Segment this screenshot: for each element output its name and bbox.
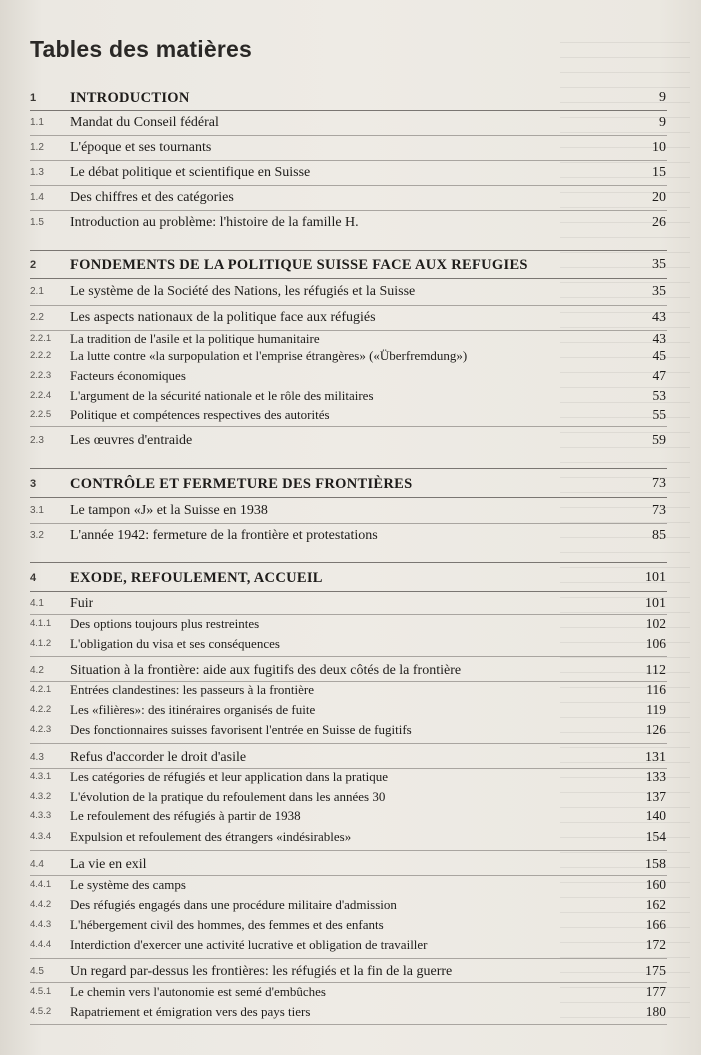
toc-page-number: 166 <box>645 917 666 932</box>
toc-page-number: 59 <box>652 433 666 448</box>
toc-title: CONTRÔLE ET FERMETURE DES FRONTIÈRES <box>70 476 413 492</box>
toc-number: 4.4 <box>30 859 44 870</box>
toc-title: Interdiction d'exercer une activité lucrative et obligation de travailler <box>70 937 428 952</box>
toc-page-number: 9 <box>659 115 666 130</box>
toc-number: 4.2.1 <box>30 684 52 695</box>
chapter-divider <box>30 497 667 498</box>
toc-page-number: 160 <box>645 877 666 892</box>
toc-title: Mandat du Conseil fédéral <box>70 115 219 130</box>
toc-page-number: 137 <box>645 789 666 804</box>
toc-page-number: 133 <box>645 769 666 784</box>
toc-page-number: 172 <box>645 937 666 952</box>
toc-page-number: 119 <box>646 702 666 717</box>
toc-title: Entrées clandestines: les passeurs à la frontière <box>70 682 315 697</box>
toc-number: 4.3.3 <box>30 810 52 821</box>
toc-number: 1 <box>30 92 37 104</box>
toc-page-number: 140 <box>645 808 666 823</box>
toc-title: Le système des camps <box>70 877 186 892</box>
toc-page-number: 53 <box>652 388 666 403</box>
toc-entry[interactable] <box>0 1002 701 1024</box>
toc-number: 4.1.1 <box>30 618 52 629</box>
toc-title: La tradition de l'asile et la politique humanitaire <box>70 331 320 346</box>
toc-number: 3.1 <box>30 505 44 516</box>
toc-title: Refus d'accorder le droit d'asile <box>70 750 247 765</box>
toc-number: 2 <box>30 259 37 271</box>
toc-title: FONDEMENTS DE LA POLITIQUE SUISSE FACE AUX REFUGIES <box>70 257 528 273</box>
toc-title: Un regard par-dessus les frontières: les réfugiés et la fin de la guerre <box>70 964 453 979</box>
toc-number: 4.4.3 <box>30 919 52 930</box>
entry-divider <box>30 743 667 744</box>
toc-title: Facteurs économiques <box>70 368 186 383</box>
toc-title: EXODE, REFOULEMENT, ACCUEIL <box>70 570 323 586</box>
toc-title: Les «filières»: des itinéraires organisés de fuite <box>70 702 316 717</box>
toc-page-number: 35 <box>652 284 666 299</box>
entry-divider <box>30 210 667 211</box>
toc-page-number: 43 <box>652 331 666 346</box>
toc-entry[interactable] <box>0 308 701 330</box>
toc-title: L'année 1942: fermeture de la frontière et protestations <box>70 528 378 543</box>
toc-page-number: 162 <box>645 897 666 912</box>
toc-entry[interactable] <box>0 700 701 722</box>
toc-number: 4.5.1 <box>30 986 52 997</box>
toc-number: 4.3.4 <box>30 831 52 842</box>
toc-chapter-3[interactable] <box>0 474 701 496</box>
toc-number: 1.2 <box>30 142 44 153</box>
toc-page-number: 55 <box>652 407 666 422</box>
toc-title: L'évolution de la pratique du refoulement dans les années 30 <box>70 789 386 804</box>
toc-title: Le système de la Société des Nations, les réfugiés et la Suisse <box>70 284 416 299</box>
toc-page-number: 126 <box>645 722 666 737</box>
toc-page-number: 26 <box>652 215 666 230</box>
toc-title: Expulsion et refoulement des étrangers «indésirables» <box>70 829 352 844</box>
toc-page-number: 112 <box>645 663 666 678</box>
toc-entry[interactable] <box>0 875 701 897</box>
toc-title: Fuir <box>70 596 94 611</box>
toc-entry[interactable] <box>0 935 701 957</box>
toc-entry[interactable] <box>0 501 701 523</box>
toc-number: 2.2.3 <box>30 370 52 381</box>
toc-number: 4.1.2 <box>30 638 52 649</box>
toc-page-number: 47 <box>652 368 666 383</box>
toc-title: Des chiffres et des catégories <box>70 190 234 205</box>
entry-divider <box>30 958 667 959</box>
toc-entry[interactable] <box>0 138 701 160</box>
toc-number: 4 <box>30 572 37 584</box>
toc-number: 1.4 <box>30 192 44 203</box>
toc-entry[interactable] <box>0 405 701 427</box>
toc-entry[interactable] <box>0 188 701 210</box>
entry-divider <box>30 426 667 427</box>
toc-entry[interactable] <box>0 962 701 984</box>
toc-entry[interactable] <box>0 614 701 636</box>
toc-page-number: 15 <box>652 165 666 180</box>
toc-entry[interactable] <box>0 431 701 453</box>
toc-entry[interactable] <box>0 282 701 304</box>
toc-number: 2.2.4 <box>30 390 52 401</box>
toc-title: Le chemin vers l'autonomie est semé d'embûches <box>70 984 326 999</box>
toc-page-number: 43 <box>652 310 666 325</box>
toc-title: Introduction au problème: l'histoire de la famille H. <box>70 215 359 230</box>
toc-title: L'obligation du visa et ses conséquences <box>70 636 280 651</box>
toc-number: 2.2.1 <box>30 333 52 344</box>
toc-entry[interactable] <box>0 163 701 185</box>
toc-page-number: 9 <box>659 90 666 105</box>
toc-page-number: 158 <box>645 857 666 872</box>
toc-page-number: 73 <box>652 476 666 491</box>
toc-page-number: 10 <box>652 140 666 155</box>
toc-number: 4.4.1 <box>30 879 52 890</box>
toc-title: La lutte contre «la surpopulation et l'emprise étrangères» («Überfremdung») <box>70 348 468 363</box>
toc-number: 4.4.2 <box>30 899 52 910</box>
chapter-divider <box>30 468 667 469</box>
toc-page-number: 175 <box>645 964 666 979</box>
toc-title: Politique et compétences respectives des autorités <box>70 407 330 422</box>
toc-entry[interactable] <box>0 720 701 742</box>
toc-page-number: 73 <box>652 503 666 518</box>
toc-title: Rapatriement et émigration vers des pays tiers <box>70 1004 311 1019</box>
entry-divider <box>30 185 667 186</box>
toc-number: 2.2.2 <box>30 350 52 361</box>
entry-divider <box>30 135 667 136</box>
toc-entry[interactable] <box>0 213 701 235</box>
toc-page-number: 85 <box>652 528 666 543</box>
chapter-divider <box>30 591 667 592</box>
toc-number: 4.2 <box>30 665 44 676</box>
toc-chapter-2[interactable] <box>0 255 701 277</box>
toc-number: 4.3 <box>30 752 44 763</box>
toc-number: 2.2 <box>30 312 44 323</box>
toc-page-number: 131 <box>645 750 666 765</box>
toc-page-number: 20 <box>652 190 666 205</box>
toc-title: Situation à la frontière: aide aux fugitifs des deux côtés de la frontière <box>70 663 462 678</box>
toc-entry[interactable] <box>0 526 701 548</box>
toc-page-number: 177 <box>645 984 666 999</box>
toc-page-number: 154 <box>645 829 666 844</box>
toc-number: 2.2.5 <box>30 409 52 420</box>
toc-entry[interactable] <box>0 634 701 656</box>
entry-divider <box>30 656 667 657</box>
page-title: Tables des matières <box>30 36 252 62</box>
toc-entry[interactable] <box>0 895 701 917</box>
toc-chapter-1[interactable] <box>0 88 701 110</box>
toc-title: Le débat politique et scientifique en Suisse <box>70 165 311 180</box>
toc-page-number: 45 <box>652 348 666 363</box>
toc-number: 2.3 <box>30 435 44 446</box>
chapter-divider <box>30 278 667 279</box>
toc-title: Le refoulement des réfugiés à partir de 1938 <box>70 808 301 823</box>
toc-number: 4.2.3 <box>30 724 52 735</box>
toc-page-number: 35 <box>652 257 666 272</box>
toc-entry[interactable] <box>0 915 701 937</box>
toc-number: 1.1 <box>30 117 44 128</box>
chapter-divider <box>30 110 667 111</box>
toc-page-number: 116 <box>646 682 666 697</box>
toc-title: Des réfugiés engagés dans une procédure militaire d'admission <box>70 897 397 912</box>
toc-title: Les aspects nationaux de la politique face aux réfugiés <box>70 310 376 325</box>
toc-entry[interactable] <box>0 855 701 877</box>
toc-title: Les œuvres d'entraide <box>70 433 193 448</box>
toc-number: 4.2.2 <box>30 704 52 715</box>
toc-entry[interactable] <box>0 346 701 368</box>
chapter-divider <box>30 250 667 251</box>
toc-chapter-4[interactable] <box>0 568 701 590</box>
toc-page-number: 101 <box>645 570 666 585</box>
toc-title: INTRODUCTION <box>70 90 190 106</box>
entry-divider <box>30 305 667 306</box>
toc-page-number: 102 <box>645 616 666 631</box>
entry-divider <box>30 850 667 851</box>
toc-number: 4.3.1 <box>30 771 52 782</box>
toc-number: 2.1 <box>30 286 44 297</box>
toc-entry[interactable] <box>0 767 701 789</box>
toc-page-number: 106 <box>645 636 666 651</box>
toc-entry[interactable] <box>0 680 701 702</box>
entry-divider <box>30 523 667 524</box>
toc-entry[interactable] <box>0 827 701 849</box>
toc-number: 4.4.4 <box>30 939 52 950</box>
toc-entry[interactable] <box>0 594 701 616</box>
entry-divider <box>30 160 667 161</box>
toc-title: Des fonctionnaires suisses favorisent l'entrée en Suisse de fugitifs <box>70 722 412 737</box>
toc-title: L'hébergement civil des hommes, des femmes et des enfants <box>70 917 384 932</box>
toc-page-number: 180 <box>645 1004 666 1019</box>
toc-page-number: 101 <box>645 596 666 611</box>
toc-number: 4.5 <box>30 966 44 977</box>
toc-title: Le tampon «J» et la Suisse en 1938 <box>70 503 268 518</box>
toc-title: La vie en exil <box>70 857 147 872</box>
toc-title: Les catégories de réfugiés et leur application dans la pratique <box>70 769 389 784</box>
chapter-divider <box>30 562 667 563</box>
toc-number: 3.2 <box>30 530 44 541</box>
toc-entry[interactable] <box>0 366 701 388</box>
toc-number: 1.5 <box>30 217 44 228</box>
toc-number: 3 <box>30 478 37 490</box>
toc-title: Des options toujours plus restreintes <box>70 616 260 631</box>
toc-number: 1.3 <box>30 167 44 178</box>
toc-title: L'argument de la sécurité nationale et le rôle des militaires <box>70 388 374 403</box>
toc-number: 4.3.2 <box>30 791 52 802</box>
entry-divider <box>30 1024 667 1025</box>
toc-entry[interactable] <box>0 982 701 1004</box>
toc-entry[interactable] <box>0 113 701 135</box>
toc-number: 4.1 <box>30 598 44 609</box>
toc-title: L'époque et ses tournants <box>70 140 212 155</box>
toc-entry[interactable] <box>0 806 701 828</box>
toc-number: 4.5.2 <box>30 1006 52 1017</box>
